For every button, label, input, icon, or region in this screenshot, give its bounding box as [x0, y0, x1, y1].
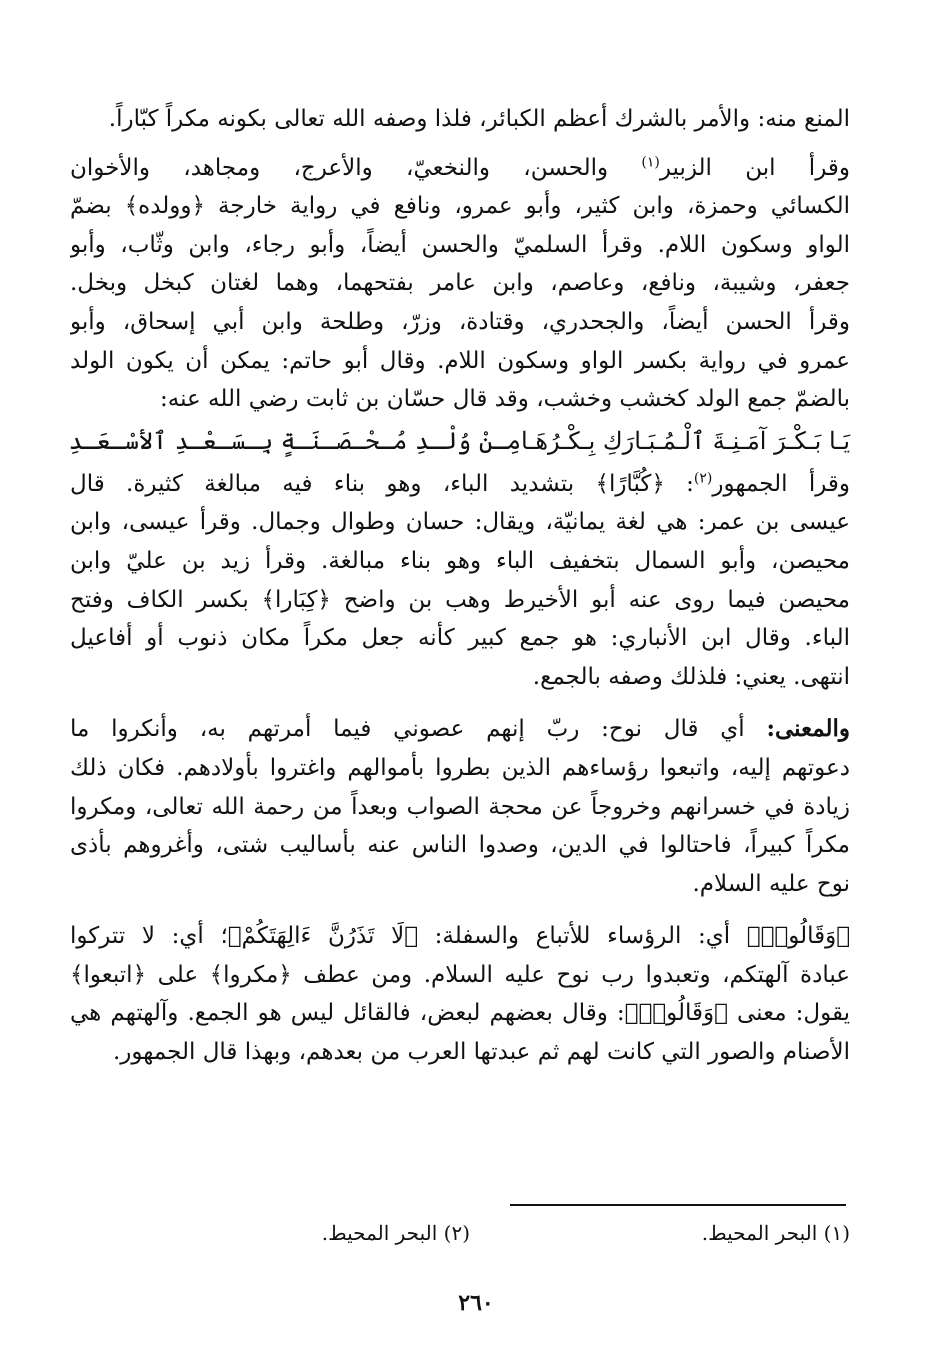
text-fragment: وقرأ الجمهور [712, 470, 850, 497]
section-lead-word: والمعنى: [766, 715, 850, 743]
text-line: الكسائي وحمزة، وابن كثير، وأبو عمرو، ونافع في رواية خارجة ﴿وولده﴾ بضمّ [70, 193, 850, 220]
page-number: ٢٦٠ [458, 1290, 494, 1316]
paragraph-2 [70, 149, 850, 419]
poem-verse [70, 421, 850, 461]
text-fragment: : ﴿كُبَّارًا﴾ بتشديد الباء، وهو بناء فيه مبالغة كثيرة. قال [70, 470, 694, 497]
text-line [70, 710, 850, 749]
text-line: الباء. وقال ابن الأنباري: هو جمع كبير كأنه جعل مكراً مكان ذنوب أو أفاعيل [70, 625, 850, 652]
text-line: عيسى بن عمر: هي لغة يمانيّة، ويقال: حسان وطوال وجمال. وقرأ عيسى، وابن [70, 509, 850, 536]
text-line: مكراً كبيراً، فاحتالوا في الدين، وصدوا الناس عنه بأساليب شتى، وأغروهم بأذى [70, 832, 850, 859]
text-line: عبادة آلهتكم، وتعبدوا رب نوح عليه السلام. ومن عطف ﴿مكروا﴾ على ﴿اتبعوا﴾ [70, 961, 850, 988]
text-line: جعفر، وشيبة، ونافع، وعاصم، وابن عامر بفتحهما، وهما لغتان كبخل وبخل. [70, 270, 850, 297]
paragraph-4 [70, 710, 850, 903]
poem-first-hemistich: يَـا بَـكْـرَ آمَـنِـةَ ٱلْـمُـبَـارَكِ بِـكْـرُهَـا [521, 426, 850, 455]
text-line: المنع منه: والأمر بالشرك أعظم الكبائر، فلذا وصفه الله تعالى بكونه مكراً كبّاراً. [108, 106, 850, 132]
paragraph-5 [70, 917, 850, 1071]
text-line [70, 149, 850, 188]
text-fragment: والحسن، والنخعيّ، والأعرج، ومجاهد، والأخوان [70, 154, 642, 181]
text-line: عمرو في رواية بكسر الواو وسكون اللام. وقال أبو حاتم: يمكن أن يكون الولد [70, 347, 850, 374]
text-line: يقول: معنى ﴿وَقَالُوا۟﴾: وقال بعضهم لبعض، فالقائل ليس هو الجمع. وآلهتهم هي [70, 1000, 850, 1027]
footnotes [70, 1218, 850, 1248]
footnote-ref-1: (١) [641, 153, 660, 170]
text-line: زيادة في خسرانهم وخروجاً عن محجة الصواب وبعداً من رحمة الله تعالى، ومكروا [70, 793, 850, 820]
text-fragment: أي قال نوح: ربّ إنهم عصوني فيما أمرتهم به، وأنكروا ما [70, 716, 767, 743]
poem-second-hemistich: مِـنْ وُلْـدِ مُـحْـصَـنَـةٍ بِـسَـعْـدِ ٱلأسْـعَـدِ [68, 426, 522, 455]
text-line: نوح عليه السلام. [692, 870, 850, 897]
text-line: الواو وسكون اللام. وقرأ السلميّ والحسن أيضاً، وأبو رجاء، وابن وثّاب، وأبو [70, 231, 850, 258]
footnote-divider [510, 1204, 846, 1206]
text-line: ﴿وَقَالُوا۟﴾ أي: الرؤساء للأتباع والسفلة: ﴿لَا تَذَرُنَّ ءَالِهَتَكُمْ﴾؛ أي: لا تتركوا [70, 923, 850, 950]
footnote-1: (١) البحر المحيط. [701, 1221, 850, 1245]
footnote-ref-2: (٢) [693, 470, 713, 487]
main-text [70, 100, 850, 1072]
footnote-2: (٢) البحر المحيط. [321, 1221, 470, 1245]
text-fragment: وقرأ ابن الزبير [659, 154, 850, 181]
text-line: الأصنام والصور التي كانت لهم ثم عبدتها العرب من بعدهم، وبهذا قال الجمهور. [112, 1039, 850, 1066]
text-line: محيصن، وأبو السمال بتخفيف الباء وهو بناء مبالغة. وقرأ زيد بن عليّ وابن [70, 547, 850, 574]
text-line: دعوتهم إليه، واتبعوا رؤساءهم الذين بطروا بأموالهم واغتروا بأولادهم. فكان ذلك [70, 754, 850, 781]
text-line [70, 465, 850, 504]
text-line: وقرأ الحسن أيضاً، والجحدري، وقتادة، وزرّ، وطلحة وابن أبي إسحاق، وأبو [70, 308, 850, 335]
paragraph-1 [70, 100, 850, 139]
text-line: بالضمّ جمع الولد كخشب وخشب، وقد قال حسّان بن ثابت رضي الله عنه: [160, 386, 850, 413]
text-line: انتهى. يعني: فلذلك وصفه بالجمع. [532, 663, 850, 690]
text-line: محيصن فيما روى عنه أبو الأخيرط وهب بن واضح ﴿كِبَارا﴾ بكسر الكاف وفتح [70, 586, 850, 613]
paragraph-3 [70, 465, 850, 697]
